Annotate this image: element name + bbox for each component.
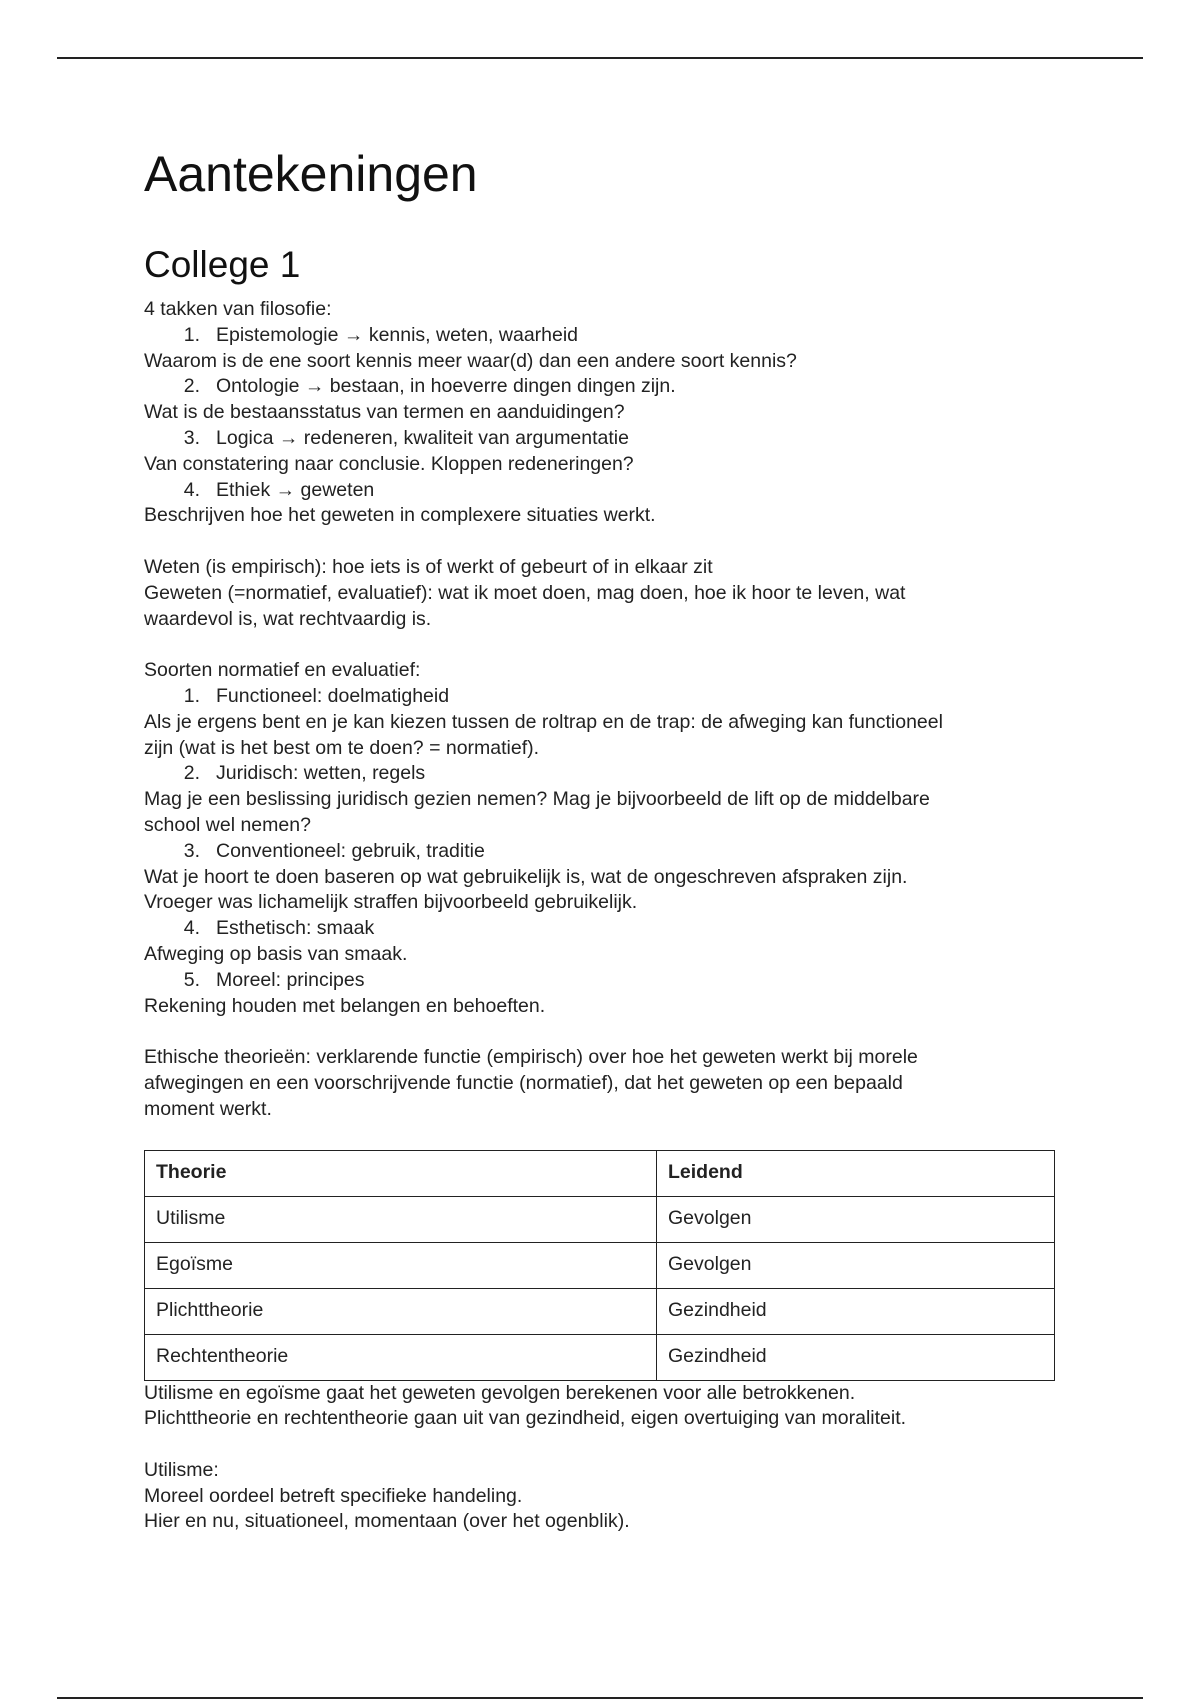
notes-text	[144, 297, 1064, 1535]
list-item: 4. Ethiek → geweten	[183, 478, 375, 501]
list-item: 1. Epistemologie → kennis, weten, waarheid	[183, 323, 579, 346]
types-intro: Soorten normatief en evaluatief:	[144, 659, 421, 682]
paragraph-line: waardevol is, wat rechtvaardig is.	[144, 607, 432, 630]
list-note: Waarom is de ene soort kennis meer waar(d) dan een andere soort kennis?	[144, 349, 797, 372]
paragraph-line: Utilisme en egoïsme gaat het geweten gevolgen berekenen voor alle betrokkenen.	[144, 1381, 856, 1404]
table-cell: Gezindheid	[657, 1334, 1055, 1380]
table-header-cell: Theorie	[145, 1150, 657, 1196]
table-cell: Plichttheorie	[145, 1288, 657, 1334]
theory-table	[144, 1150, 1055, 1381]
list-note: zijn (wat is het best om te doen? = normatief).	[144, 736, 540, 759]
paragraph-line: Ethische theorieën: verklarende functie (empirisch) over hoe het geweten werkt bij morele	[144, 1046, 918, 1069]
list-note: Rekening houden met belangen en behoeften.	[144, 994, 546, 1017]
list-note: Beschrijven hoe het geweten in complexere situaties werkt.	[144, 504, 656, 527]
table-cell: Gevolgen	[657, 1242, 1055, 1288]
paragraph-line: Utilisme:	[144, 1458, 219, 1481]
paragraph-line: Plichttheorie en rechtentheorie gaan uit van gezindheid, eigen overtuiging van moraliteit.	[144, 1407, 907, 1430]
list-item: 3. Conventioneel: gebruik, traditie	[183, 839, 485, 862]
list-note: Mag je een beslissing juridisch gezien nemen? Mag je bijvoorbeeld de lift op de middelbare	[144, 788, 930, 811]
paragraph-line: Weten (is empirisch): hoe iets is of werkt of gebeurt of in elkaar zit	[144, 555, 713, 578]
table-cell: Rechtentheorie	[145, 1334, 657, 1380]
list-note: Vroeger was lichamelijk straffen bijvoorbeeld gebruikelijk.	[144, 891, 638, 914]
list-item: 5. Moreel: principes	[183, 968, 365, 991]
list-note: Wat je hoort te doen baseren op wat gebruikelijk is, wat de ongeschreven afspraken zijn.	[144, 865, 908, 888]
document-body	[144, 145, 1064, 1535]
list-note: school wel nemen?	[144, 813, 311, 836]
list-note: Wat is de bestaansstatus van termen en aanduidingen?	[144, 401, 625, 424]
list-item: 2. Juridisch: wetten, regels	[183, 762, 426, 785]
table-header-cell: Leidend	[657, 1150, 1055, 1196]
list-note: Afweging op basis van smaak.	[144, 942, 408, 965]
branches-intro: 4 takken van filosofie:	[144, 298, 332, 320]
list-item: 2. Ontologie → bestaan, in hoeverre dingen dingen zijn.	[183, 375, 676, 398]
list-item: 1. Functioneel: doelmatigheid	[183, 684, 450, 707]
table-row	[145, 1288, 1055, 1334]
list-note: Van constatering naar conclusie. Kloppen redeneringen?	[144, 452, 634, 475]
top-rule	[57, 57, 1143, 59]
list-item: 3. Logica → redeneren, kwaliteit van argumentatie	[183, 426, 629, 449]
paragraph-line: Hier en nu, situationeel, momentaan (over het ogenblik).	[144, 1510, 630, 1533]
list-note: Als je ergens bent en je kan kiezen tussen de roltrap en de trap: de afweging kan functioneel	[144, 710, 943, 733]
table-cell: Utilisme	[145, 1196, 657, 1242]
paragraph-line: Geweten (=normatief, evaluatief): wat ik moet doen, mag doen, hoe ik hoor te leven, wat	[144, 581, 906, 604]
bottom-rule	[57, 1697, 1143, 1699]
paragraph-line: moment werkt.	[144, 1097, 272, 1120]
paragraph-line: Moreel oordeel betreft specifieke handeling.	[144, 1484, 523, 1507]
table-row	[145, 1334, 1055, 1380]
table-row	[145, 1242, 1055, 1288]
page-title: Aantekeningen	[144, 146, 478, 202]
list-item: 4. Esthetisch: smaak	[183, 917, 375, 940]
table-cell: Gezindheid	[657, 1288, 1055, 1334]
table-header-row	[145, 1150, 1055, 1196]
section-heading: College 1	[144, 244, 301, 285]
paragraph-line: afwegingen en een voorschrijvende functie (normatief), dat het geweten op een bepaald	[144, 1071, 903, 1094]
table-cell: Gevolgen	[657, 1196, 1055, 1242]
table-cell: Egoïsme	[145, 1242, 657, 1288]
table-row	[145, 1196, 1055, 1242]
